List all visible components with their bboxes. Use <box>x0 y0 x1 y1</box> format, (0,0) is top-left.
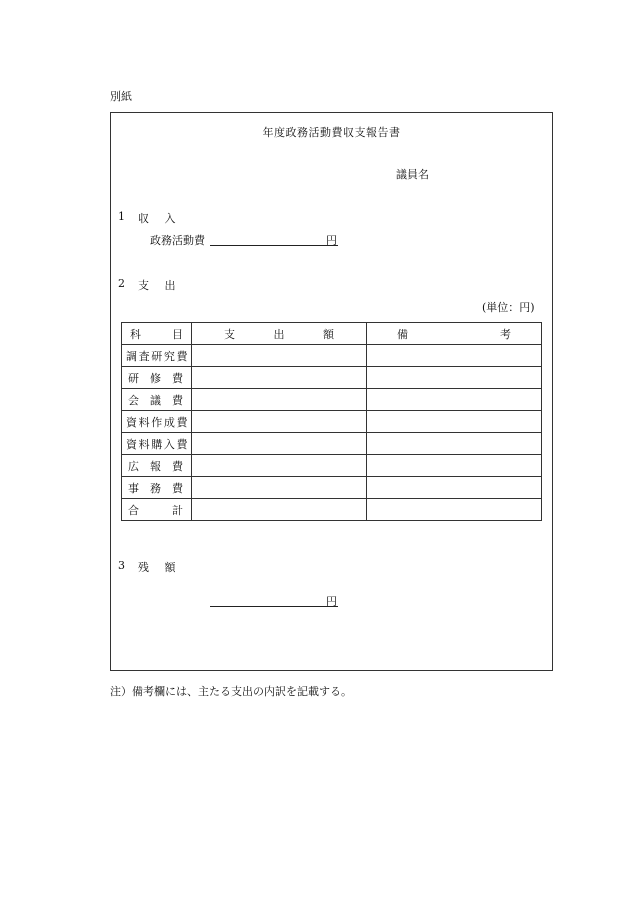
table-header-row <box>122 323 542 345</box>
header-category: 科 目 <box>122 323 192 345</box>
amount-cell[interactable] <box>192 433 367 455</box>
income-item-label: 政務活動費 <box>150 234 205 247</box>
table-row <box>122 499 542 521</box>
amount-cell[interactable] <box>192 345 367 367</box>
table-row <box>122 389 542 411</box>
header-amount: 支 出 額 <box>192 323 367 345</box>
unit-note: (単位：円) <box>482 301 535 314</box>
category-cell: 調査研究費 <box>122 345 192 367</box>
category-cell: 研 修 費 <box>122 367 192 389</box>
balance-amount-underline[interactable] <box>210 606 338 607</box>
remarks-cell[interactable] <box>367 389 542 411</box>
balance-heading: 残 額 <box>138 561 182 574</box>
remarks-cell[interactable] <box>367 455 542 477</box>
remarks-cell[interactable] <box>367 433 542 455</box>
category-cell: 資料作成費 <box>122 411 192 433</box>
table-row <box>122 477 542 499</box>
expenditure-heading: 支 出 <box>138 279 182 292</box>
report-title: 年度政務活動費収支報告書 <box>262 126 401 139</box>
remarks-cell[interactable] <box>367 477 542 499</box>
income-heading-number: 1 <box>118 210 125 223</box>
expenditure-heading-number: 2 <box>118 277 125 290</box>
remarks-cell[interactable] <box>367 411 542 433</box>
attachment-label: 別紙 <box>110 90 132 103</box>
amount-cell[interactable] <box>192 411 367 433</box>
balance-unit: 円 <box>326 595 337 608</box>
member-name-label: 議員名 <box>396 168 429 181</box>
income-amount-underline[interactable] <box>210 245 338 246</box>
table-row <box>122 411 542 433</box>
category-cell: 合 計 <box>122 499 192 521</box>
amount-cell[interactable] <box>192 389 367 411</box>
amount-cell[interactable] <box>192 455 367 477</box>
remarks-cell[interactable] <box>367 367 542 389</box>
income-heading: 収 入 <box>138 212 182 225</box>
header-remarks: 備 考 <box>367 323 542 345</box>
table-row <box>122 345 542 367</box>
expenditure-table <box>121 322 542 521</box>
table-row <box>122 367 542 389</box>
category-cell: 資料購入費 <box>122 433 192 455</box>
balance-heading-number: 3 <box>118 559 125 572</box>
table-row <box>122 433 542 455</box>
table-row <box>122 455 542 477</box>
amount-cell[interactable] <box>192 477 367 499</box>
category-cell: 会 議 費 <box>122 389 192 411</box>
remarks-cell[interactable] <box>367 499 542 521</box>
category-cell: 広 報 費 <box>122 455 192 477</box>
amount-cell[interactable] <box>192 367 367 389</box>
footnote: 注）備考欄には、主たる支出の内訳を記載する。 <box>110 685 352 698</box>
remarks-cell[interactable] <box>367 345 542 367</box>
amount-cell[interactable] <box>192 499 367 521</box>
income-unit: 円 <box>326 234 337 247</box>
category-cell: 事 務 費 <box>122 477 192 499</box>
